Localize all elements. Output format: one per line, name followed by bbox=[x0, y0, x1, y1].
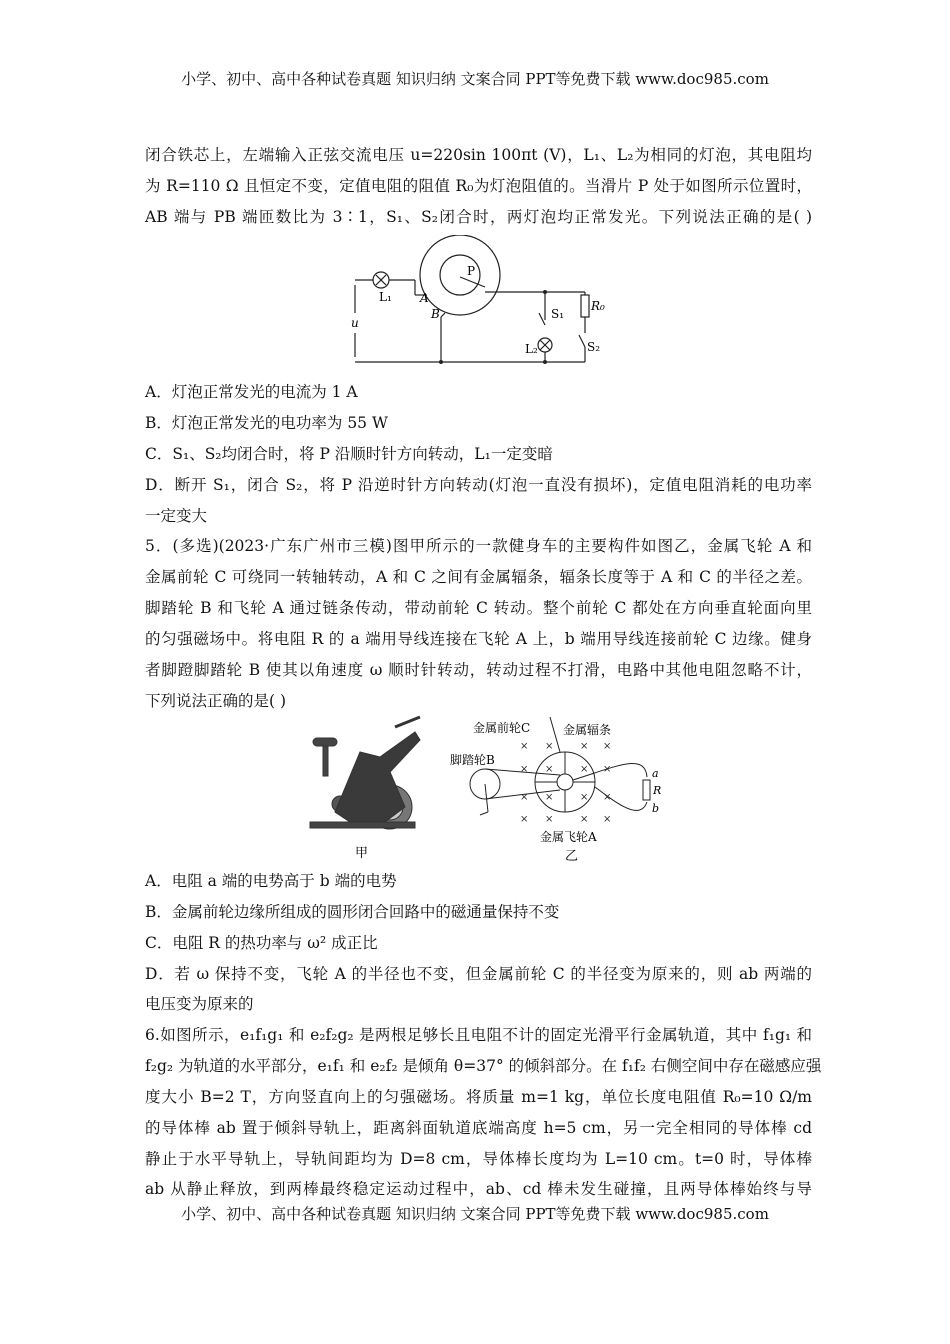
label-R0: R₀ bbox=[591, 299, 605, 313]
q6-stem-line: 静止于水平导轨上，导轨间距均为 D=8 cm，导体棒长度均为 L=10 cm。t=0 时，导体棒 bbox=[145, 1150, 812, 1168]
q5-stem-line: 脚踏轮 B 和飞轮 A 通过链条传动，带动前轮 C 转动。整个前轮 C 都处在方向垂直轮面向里 bbox=[145, 599, 812, 617]
label-jia: 甲 bbox=[355, 846, 369, 861]
label-S1: S₁ bbox=[551, 307, 565, 321]
svg-text:×: × bbox=[603, 792, 612, 803]
svg-text:×: × bbox=[520, 741, 529, 752]
q5-stem-line: 金属前轮 C 可绕同一转轴转动，A 和 C 之间有金属辐条，辐条长度等于 A 和 C 的半径之差。 bbox=[145, 568, 812, 586]
svg-text:×: × bbox=[603, 764, 612, 775]
q4-option-d: D．断开 S₁，闭合 S₂，将 P 沿逆时针方向转动(灯泡一直没有损坏)，定值电阻消耗的电功率 bbox=[145, 476, 812, 494]
label-b: b bbox=[652, 802, 660, 815]
label-spoke: 金属辐条 bbox=[563, 723, 612, 737]
q4-stem-line: 为 R=110 Ω 且恒定不变，定值电阻的阻值 R₀为灯泡阻值的。当滑片 P 处于如图所示位置时， bbox=[145, 177, 812, 195]
q6-stem-line: 的导体棒 ab 置于倾斜导轨上，距离斜面轨道底端高度 h=5 cm，另一完全相同的导体棒 cd bbox=[145, 1119, 812, 1137]
q6-stem-line: 度大小 B=2 T，方向竖直向上的匀强磁场。将质量 m=1 kg，单位长度电阻值 R₀=10 Ω/m bbox=[145, 1088, 812, 1106]
q6-stem-line: f₂g₂ 为轨道的水平部分，e₁f₁ 和 e₂f₂ 是倾角 θ=37° 的倾斜部分。在 f₁f₂ 右侧空间中存在磁感应强 bbox=[145, 1057, 822, 1075]
label-B: B bbox=[431, 307, 440, 321]
svg-text:×: × bbox=[580, 814, 589, 825]
q4-stem-line: 闭合铁芯上，左端输入正弦交流电压 u=220sin 100πt (V)，L₁、L₂为相同的灯泡，其电阻均 bbox=[145, 146, 812, 164]
label-A: A bbox=[420, 291, 429, 305]
exercise-bike-image bbox=[310, 717, 420, 829]
label-pedal: 脚踏轮B bbox=[450, 753, 495, 767]
label-u: u bbox=[351, 316, 359, 330]
q4-circuit-figure bbox=[345, 235, 605, 370]
q6-stem-line: ab 从静止释放，到两棒最终稳定运动过程中，ab、cd 棒未发生碰撞，且两导体棒始终与导 bbox=[145, 1180, 812, 1198]
svg-text:×: × bbox=[545, 814, 554, 825]
q5-stem-line: 下列说法正确的是( ) bbox=[145, 692, 287, 710]
q6-stem-line: 6.如图所示，e₁f₁g₁ 和 e₂f₂g₂ 是两根足够长且电阻不计的固定光滑平行金属轨道，其中 f₁g₁ 和 bbox=[145, 1026, 812, 1044]
svg-text:×: × bbox=[545, 741, 554, 752]
svg-text:×: × bbox=[545, 764, 554, 775]
svg-text:×: × bbox=[520, 814, 529, 825]
q4-option-b: B．灯泡正常发光的电功率为 55 W bbox=[145, 414, 388, 432]
q5-option-d: D．若 ω 保持不变，飞轮 A 的半径也不变，但金属前轮 C 的半径变为原来的，则 ab 两端的 bbox=[145, 965, 812, 983]
q4-option-d-cont: 一定变大 bbox=[145, 507, 208, 525]
label-R: R bbox=[653, 784, 662, 797]
q5-option-b: B．金属前轮边缘所组成的圆形闭合回路中的磁通量保持不变 bbox=[145, 903, 560, 921]
svg-text:×: × bbox=[580, 741, 589, 752]
svg-text:×: × bbox=[603, 741, 612, 752]
label-P: P bbox=[467, 264, 476, 278]
svg-text:×: × bbox=[520, 792, 529, 803]
q5-option-a: A．电阻 a 端的电势高于 b 端的电势 bbox=[145, 872, 397, 890]
svg-text:×: × bbox=[603, 814, 612, 825]
label-flywheel: 金属飞轮A bbox=[540, 830, 597, 844]
svg-text:×: × bbox=[580, 792, 589, 803]
svg-text:×: × bbox=[545, 792, 554, 803]
q5-option-d-cont: 电压变为原来的 bbox=[145, 995, 254, 1013]
q5-stem-line: 5．(多选)(2023·广东广州市三模)图甲所示的一款健身车的主要构件如图乙，金属飞轮 A 和 bbox=[145, 537, 812, 555]
q5-option-c: C．电阻 R 的热功率与 ω² 成正比 bbox=[145, 934, 378, 952]
svg-text:×: × bbox=[580, 764, 589, 775]
svg-text:×: × bbox=[520, 764, 529, 775]
q4-stem-line: AB 端与 PB 端匝数比为 3∶1，S₁、S₂闭合时，两灯泡均正常发光。下列说法正确的是( ) bbox=[145, 208, 812, 226]
label-a: a bbox=[652, 767, 659, 780]
page-header: 小学、初中、高中各种试卷真题 知识归纳 文案合同 PPT等免费下载 www.doc985.com bbox=[181, 70, 769, 88]
page-footer: 小学、初中、高中各种试卷真题 知识归纳 文案合同 PPT等免费下载 www.doc985.com bbox=[181, 1205, 769, 1223]
label-L2: L₂ bbox=[525, 342, 538, 356]
label-yi: 乙 bbox=[565, 849, 579, 864]
q5-stem-line: 的匀强磁场中。将电阻 R 的 a 端用导线连接在飞轮 A 上，b 端用导线连接前轮 C 边缘。健身 bbox=[145, 630, 812, 648]
q5-figure bbox=[295, 712, 675, 864]
q5-stem-line: 者脚蹬脚踏轮 B 使其以角速度 ω 顺时针转动，转动过程不打滑，电路中其他电阻忽略不计， bbox=[145, 661, 812, 679]
label-L1: L₁ bbox=[379, 290, 392, 304]
label-S2: S₂ bbox=[587, 340, 601, 354]
q4-option-c: C．S₁、S₂均闭合时，将 P 沿顺时针方向转动，L₁一定变暗 bbox=[145, 445, 553, 463]
label-front-wheel: 金属前轮C bbox=[473, 721, 531, 735]
q4-option-a: A．灯泡正常发光的电流为 1 A bbox=[145, 383, 358, 401]
